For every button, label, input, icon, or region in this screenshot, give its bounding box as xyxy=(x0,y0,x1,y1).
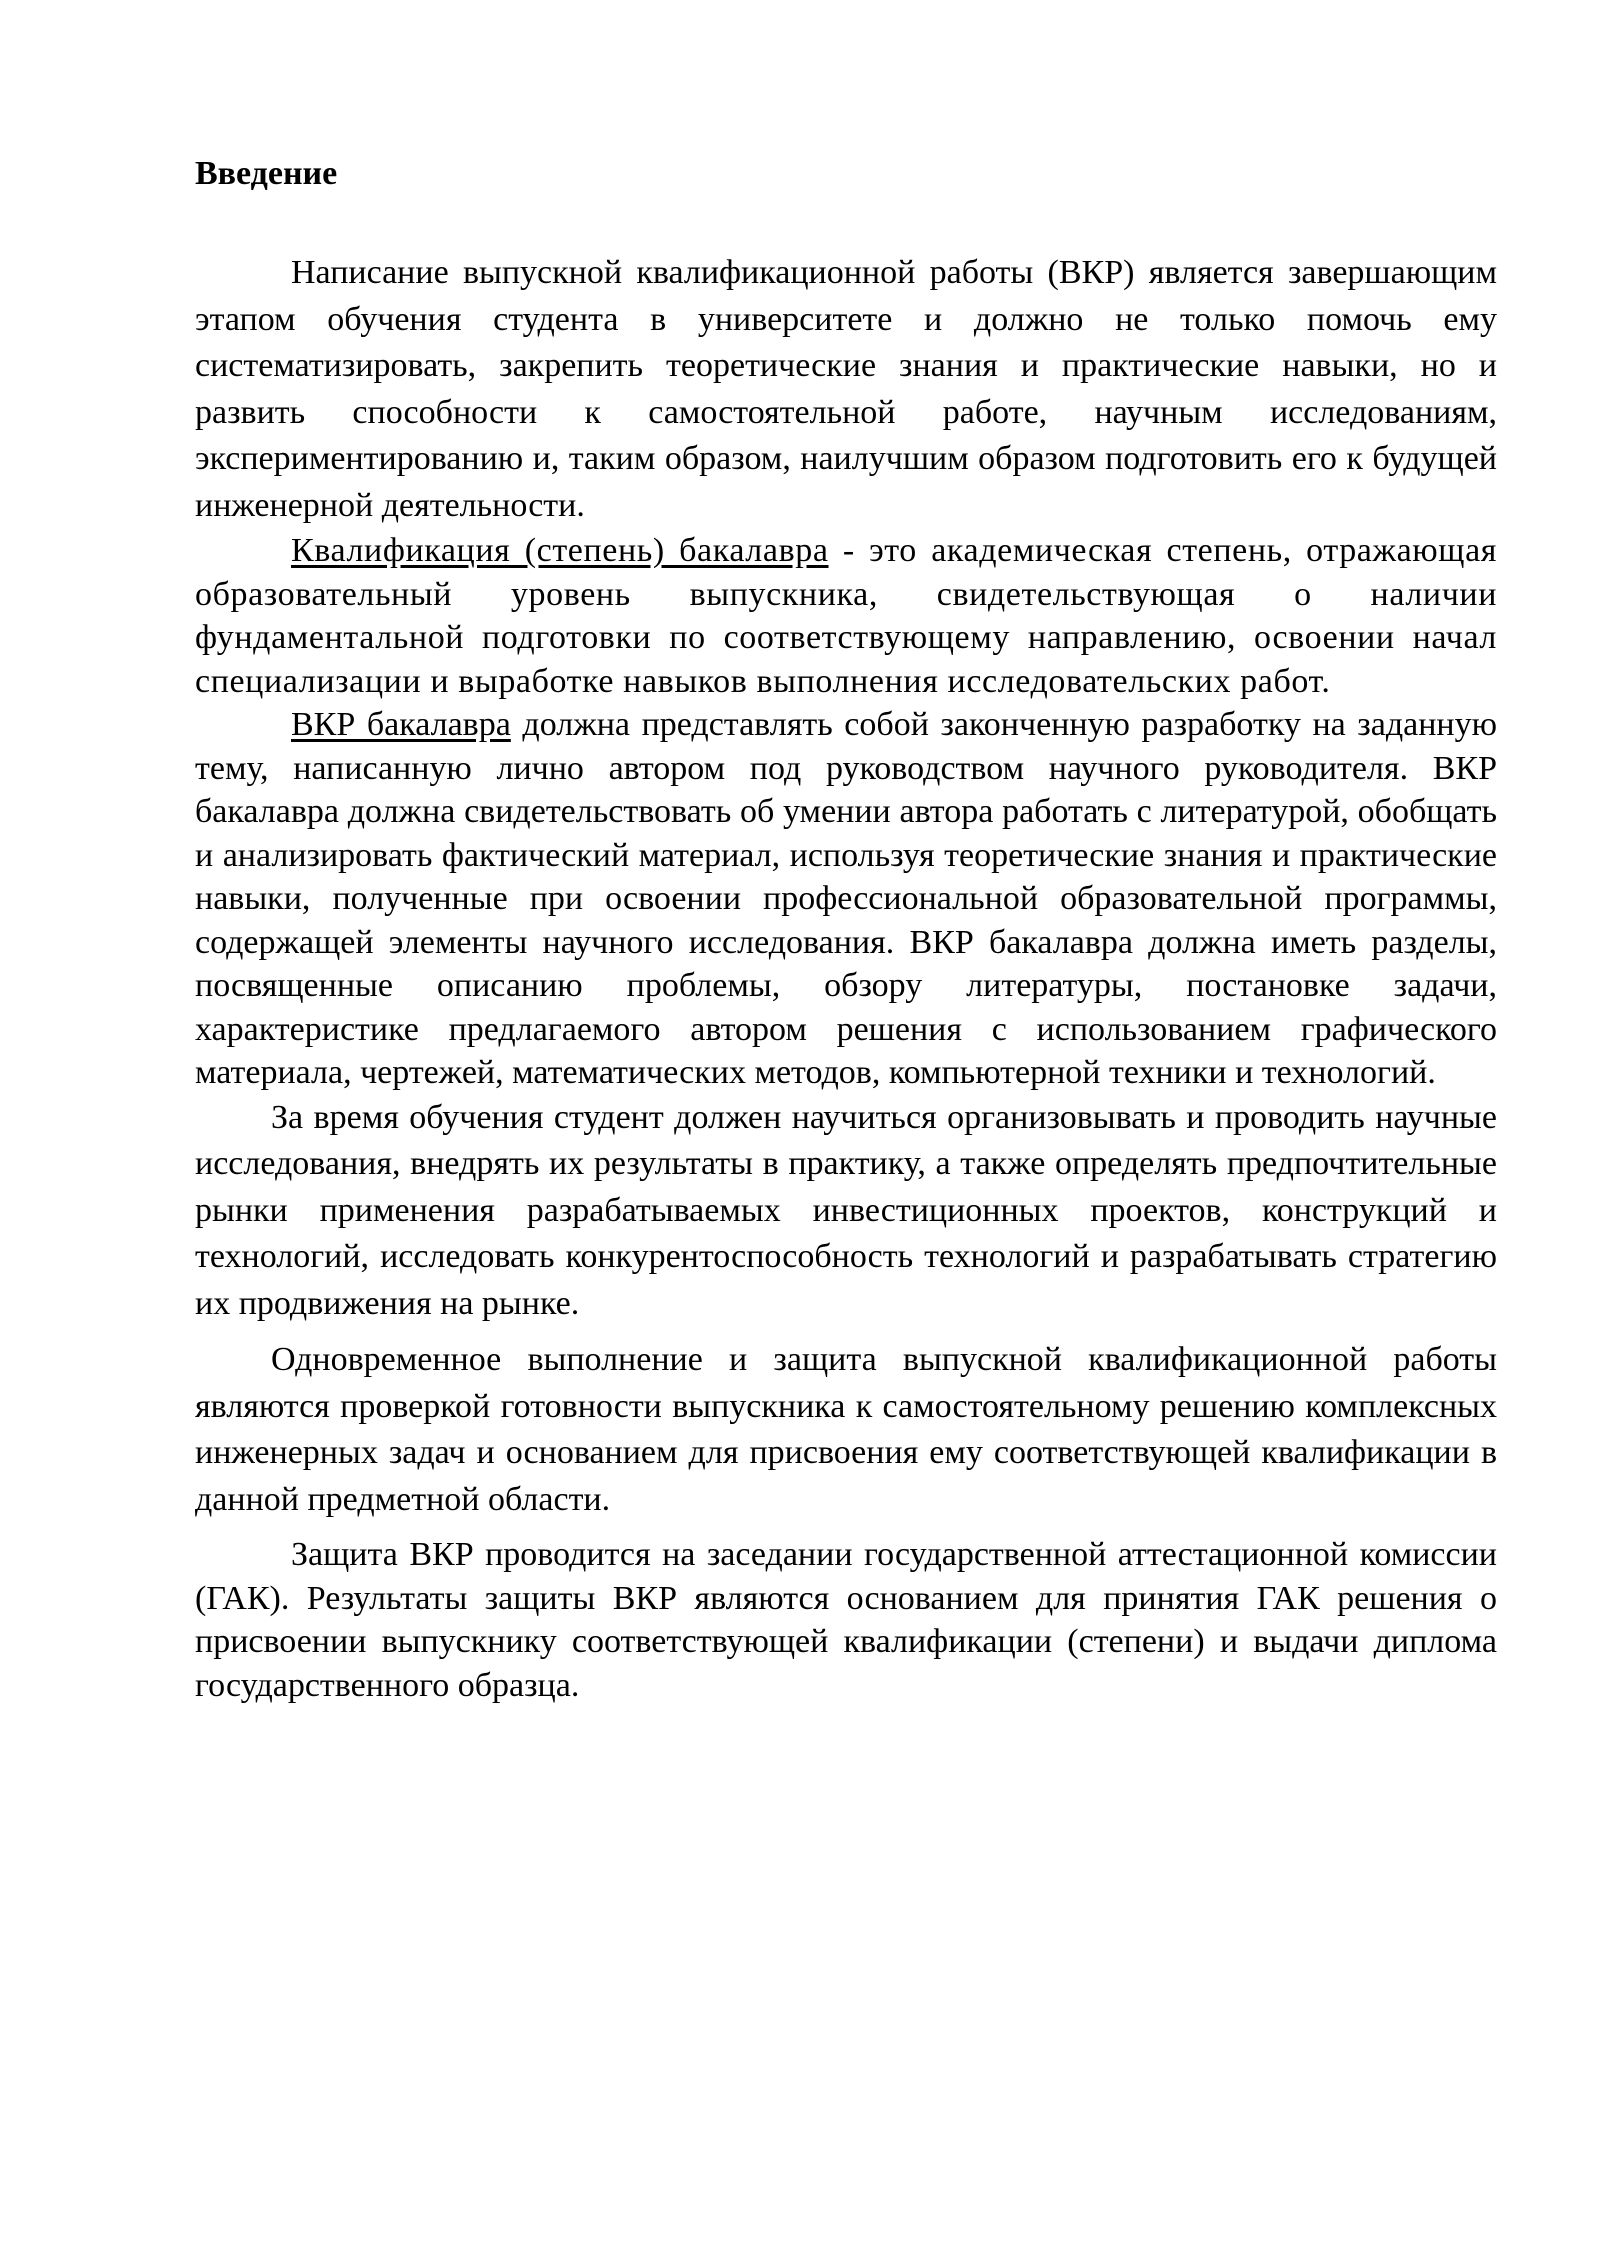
paragraph-study-period xyxy=(195,1095,1497,1328)
paragraph-text: Защита ВКР проводится на заседании государственной аттестационной комиссии (ГАК). Результаты защиты ВКР являются основанием для принятия ГАК решения о присвоении выпускнику соответствующей квалификации (степени) и выдачи диплома государственного образца. xyxy=(195,1536,1497,1704)
paragraph-qualification xyxy=(195,529,1497,703)
paragraph-text: Одновременное выполнение и защита выпускной квалификационной работы являются проверкой готовности выпускника к самостоятельному решению комплексных инженерных задач и основанием для присвоения ему соответствующей квалификации в данной предметной области. xyxy=(195,1341,1497,1518)
paragraph-text: Написание выпускной квалификационной работы (ВКР) является завершающим этапом обучения студента в университете и должно не только помочь ему систематизировать, закрепить теоретические знания и практические навыки, но и развить способности к самостоятельной работе, научным исследованиям, экспериментированию и, таким образом, наилучшим образом подготовить его к будущей инженерной деятельности. xyxy=(195,254,1497,524)
paragraph-intro xyxy=(195,250,1497,529)
paragraph-text: За время обучения студент должен научиться организовывать и проводить научные исследования, внедрять их результаты в практику, а также определять предпочтительные рынки применения разрабатываемых инвестиционных проектов, конструкций и технологий, исследовать конкурентоспособность технологий и разрабатывать стратегию их продвижения на рынке. xyxy=(195,1098,1497,1322)
paragraph-gap xyxy=(195,1523,1497,1533)
paragraph-vkr-bachelor xyxy=(195,703,1497,1095)
paragraph-text: - это академическая степень, отражающая образовательный уровень выпускника, свидетельствующая о наличии фундаментальной подготовки по соответствующему направлению, освоении начал специализации и выработке навыков выполнения исследовательских работ. xyxy=(195,532,1497,700)
underlined-term: Квалификация (степень) бакалавра xyxy=(291,532,829,569)
paragraph-defense xyxy=(195,1533,1497,1707)
paragraph-gap xyxy=(195,1327,1497,1337)
underlined-term: ВКР бакалавра xyxy=(291,706,511,743)
paragraph-text: должна представлять собой законченную разработку на заданную тему, написанную лично автором под руководством научного руководителя. ВКР бакалавра должна свидетельствовать об умении автора работать с литературой, обобщать и анализировать фактический материал, используя теоретические знания и практические навыки, полученные при освоении профессиональной образовательной программы, содержащей элементы научного исследования. ВКР бакалавра должна иметь разделы, посвященные описанию проблемы, обзору литературы, постановке задачи, характеристике предлагаемого автором решения с использованием графического материала, чертежей, математических методов, компьютерной техники и технологий. xyxy=(195,706,1498,1091)
paragraph-defense-readiness xyxy=(195,1337,1497,1523)
section-heading: Введение xyxy=(195,155,338,192)
document-body xyxy=(195,150,1497,1707)
